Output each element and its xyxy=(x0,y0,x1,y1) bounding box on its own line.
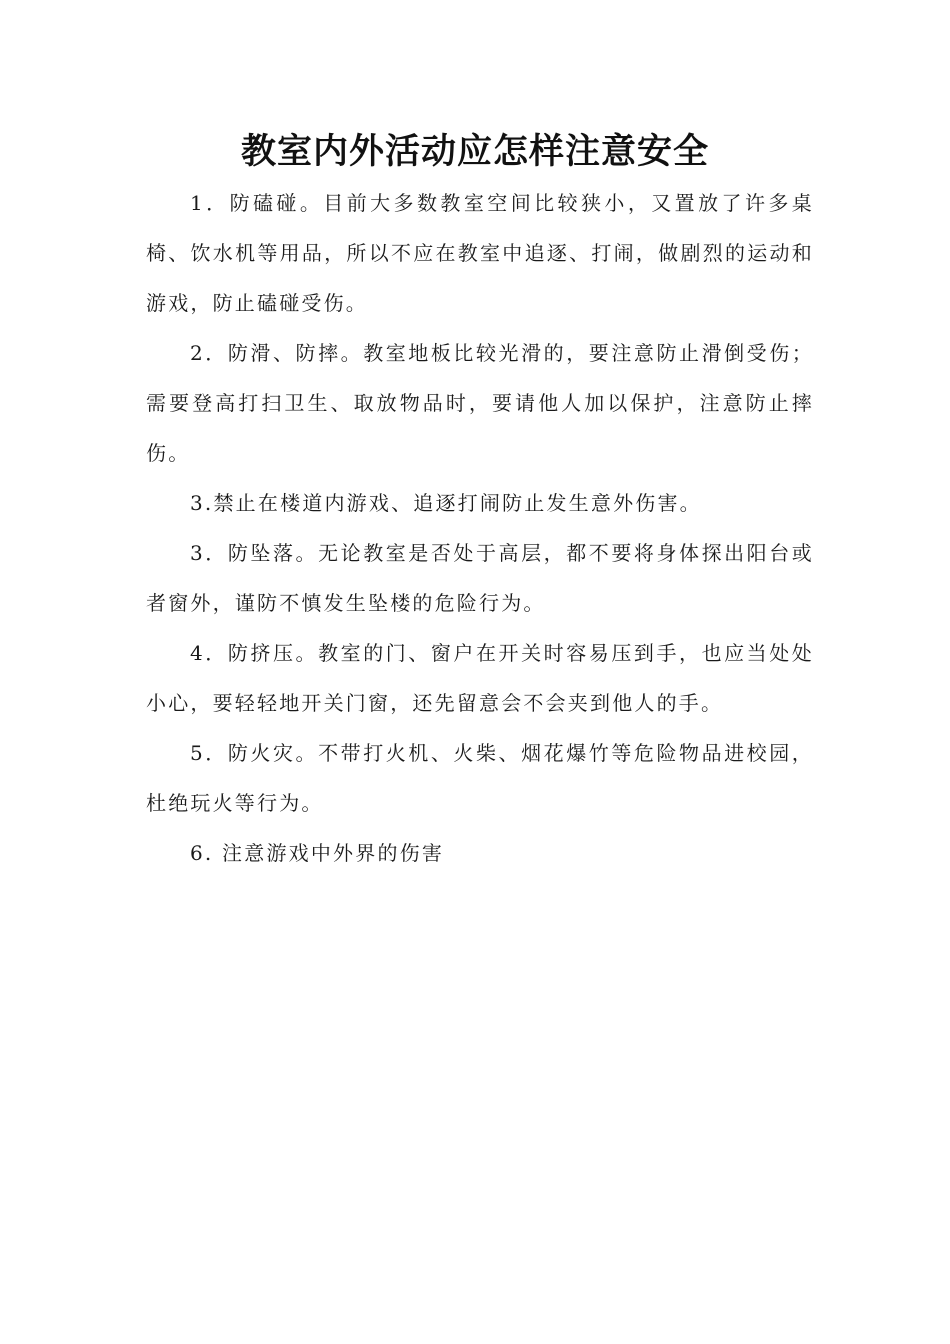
paragraph-2: 2．防滑、防摔。教室地板比较光滑的，要注意防止滑倒受伤；需要登高打扫卫生、取放物品时，要请他人加以保护，注意防止摔伤。 xyxy=(146,341,814,465)
paragraph-1: 1．防磕碰。目前大多数教室空间比较狭小，又置放了许多桌椅、饮水机等用品，所以不应在教室中追逐、打闹，做剧烈的运动和游戏，防止磕碰受伤。 xyxy=(146,191,814,315)
paragraph-3: 3.禁止在楼道内游戏、追逐打闹防止发生意外伤害。 xyxy=(190,491,702,515)
document-body xyxy=(146,178,814,878)
paragraph-5: 4．防挤压。教室的门、窗户在开关时容易压到手，也应当处处小心，要轻轻地开关门窗，还先留意会不会夹到他人的手。 xyxy=(146,641,814,715)
paragraph-7: 6. 注意游戏中外界的伤害 xyxy=(190,841,445,865)
paragraph-6: 5．防火灾。不带打火机、火柴、烟花爆竹等危险物品进校园，杜绝玩火等行为。 xyxy=(146,741,814,815)
page-title: 教室内外活动应怎样注意安全 xyxy=(240,131,709,172)
paragraph-4: 3．防坠落。无论教室是否处于高层，都不要将身体探出阳台或者窗外，谨防不慎发生坠楼的危险行为。 xyxy=(146,541,814,615)
